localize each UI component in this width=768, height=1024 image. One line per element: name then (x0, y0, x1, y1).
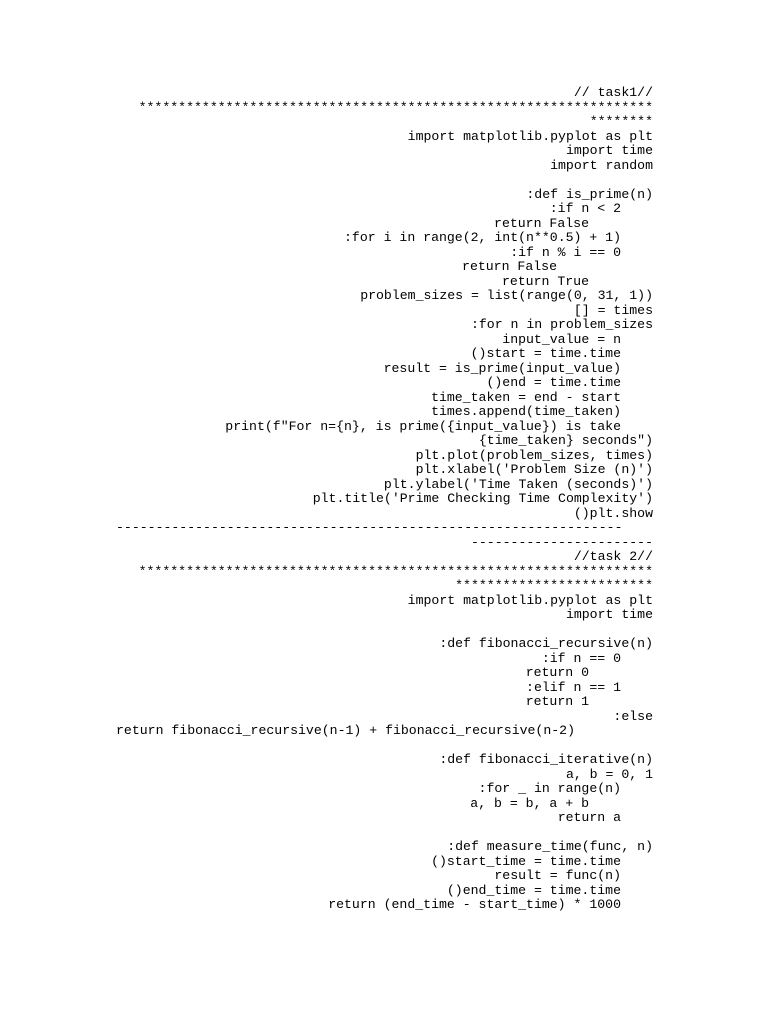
code-line: :def fibonacci_iterative(n) (439, 753, 653, 767)
star-rule: ***************************************************************** (138, 100, 653, 115)
code-line: :for _ in range(n) (478, 782, 621, 796)
code-line: times.append(time_taken) (431, 405, 621, 419)
code-line: return a (557, 811, 621, 825)
code-line: time_taken = end - start (431, 390, 621, 405)
star-rule-tail: ******** (589, 115, 653, 129)
code-line: :if n % i == 0 (510, 245, 621, 260)
code-line: problem_sizes = list(range(0, 31, 1)) (360, 289, 653, 303)
code-line: :elif n == 1 (526, 680, 621, 695)
code-line: :if n < 2 (549, 202, 621, 216)
code-line: import time (565, 608, 653, 622)
code-line: return True (501, 274, 589, 289)
code-line: plt.xlabel('Problem Size (n)') (415, 463, 653, 477)
code-line: :else (613, 709, 653, 724)
code-line: ()start_time = time.time (431, 854, 621, 869)
code-line: a, b = 0, 1 (565, 767, 653, 782)
code-line: import matplotlib.pyplot as plt (407, 129, 653, 144)
code-line: result = is_prime(input_value) (383, 361, 621, 376)
code-line: :for i in range(2, int(n**0.5) + 1) (344, 231, 621, 245)
code-line: import time (565, 144, 653, 158)
code-line: :for n in problem_sizes (470, 318, 653, 332)
code-line: return 1 (525, 695, 589, 709)
code-line: ()plt.show (573, 506, 653, 521)
code-line: return 0 (525, 666, 589, 680)
code-line: {time_taken} seconds") (478, 434, 653, 448)
blank-line (116, 173, 653, 188)
code-line: input_value = n (502, 332, 621, 347)
code-line: [] = times (573, 303, 653, 318)
star-rule-tail: ************************* (455, 579, 653, 593)
code-document (116, 86, 653, 913)
code-line: return False (462, 260, 557, 274)
code-line: return False (494, 216, 589, 231)
task2-header: //task 2// (573, 550, 653, 564)
code-line: :def fibonacci_recursive(n) (439, 637, 653, 651)
code-line: print(f"For n={n}, is prime({input_value}) is take (225, 419, 621, 434)
code-line: :if n == 0 (541, 651, 621, 666)
code-line: ()end_time = time.time (446, 883, 621, 898)
star-rule: ***************************************************************** (138, 564, 653, 579)
dash-rule: ---------------------------------------------------------------- (116, 521, 623, 535)
code-line: return fibonacci_recursive(n-1) + fibonacci_recursive(n-2) (116, 724, 575, 738)
code-line: import random (550, 158, 653, 173)
code-line: a, b = b, a + b (470, 796, 589, 811)
blank-line (116, 623, 653, 638)
task1-header: // task1// (573, 86, 653, 100)
code-line: plt.ylabel('Time Taken (seconds)') (383, 477, 653, 492)
code-line: result = func(n) (494, 869, 621, 883)
code-line: return (end_time - start_time) * 1000 (328, 898, 621, 912)
code-line: import matplotlib.pyplot as plt (407, 593, 653, 608)
blank-line (116, 826, 653, 841)
code-line: ()start = time.time (470, 347, 621, 361)
dash-rule-tail: ----------------------- (470, 535, 653, 550)
code-line: plt.title('Prime Checking Time Complexity') (312, 492, 653, 506)
code-line: :def is_prime(n) (526, 187, 653, 202)
code-line: plt.plot(problem_sizes, times) (415, 448, 653, 463)
code-line: :def measure_time(func, n) (447, 840, 653, 854)
blank-line (116, 739, 653, 754)
code-line: ()end = time.time (486, 376, 621, 390)
